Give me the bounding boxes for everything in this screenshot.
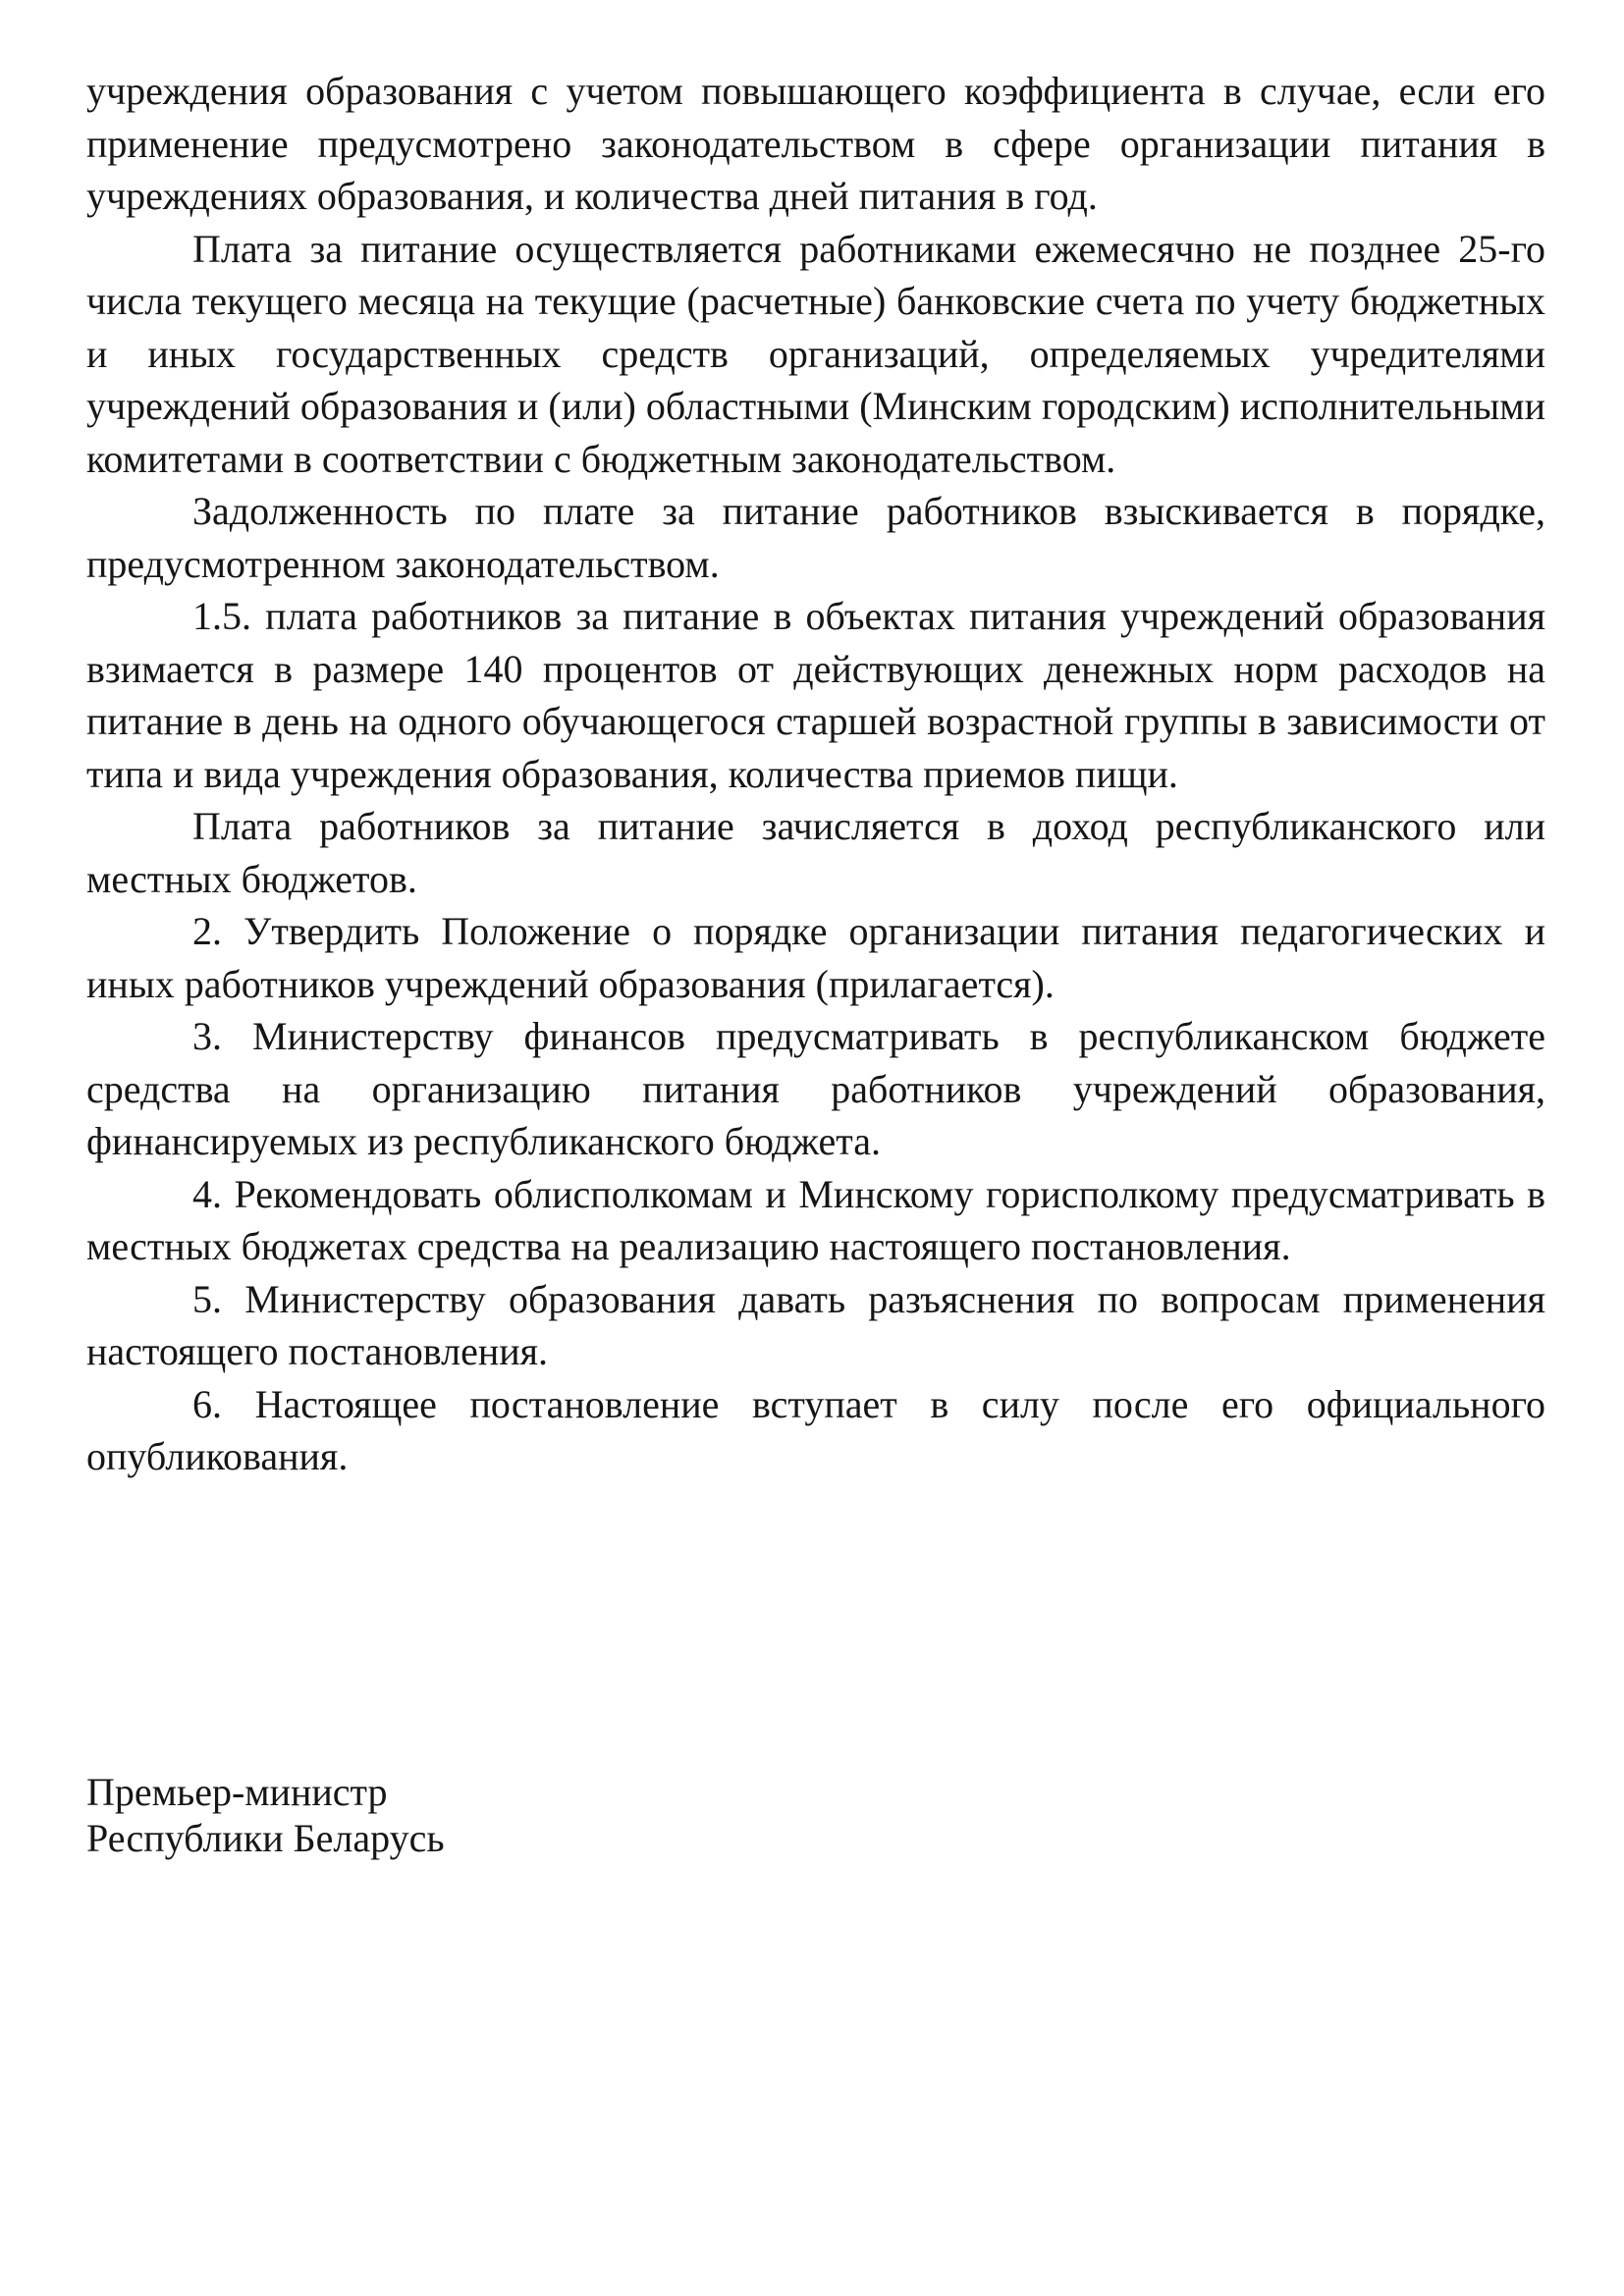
signature-title: Премьер-министр [86,1770,388,1814]
document-body [86,65,1545,1483]
paragraph-item-6: 6. Настоящее постановление вступает в силу после его официального опубликования. [86,1381,1545,1478]
paragraph-item-2: 2. Утвердить Положение о порядке организации питания педагогических и иных работников учреждений образования (прилагается). [86,909,1545,1006]
paragraph-item-4: 4. Рекомендовать облисполкомам и Минскому горисполкому предусматривать в местных бюджетах средства на реализацию настоящего постановления. [86,1171,1545,1268]
paragraph-continuation: учреждения образования с учетом повышающего коэффициента в случае, если его применение предусмотрено законодательством в сфере организации питания в учреждениях образования, и количества дней питания в год. [86,69,1545,218]
paragraph-budget-credit: Плата работников за питание зачисляется в доход республиканского или местных бюджетов. [86,804,1545,901]
paragraph-item-5: 5. Министерству образования давать разъяснения по вопросам применения настоящего постановления. [86,1276,1545,1373]
paragraph-debt: Задолженность по плате за питание работников взыскивается в порядке, предусмотренном законодательством. [86,489,1545,586]
paragraph-item-3: 3. Министерству финансов предусматривать в республиканском бюджете средства на организацию питания работников учреждений образования, финансируемых из республиканского бюджета. [86,1014,1545,1163]
signature-country: Республики Беларусь [86,1816,445,1860]
signature-block [86,1769,445,1861]
paragraph-item-1-5: 1.5. плата работников за питание в объектах питания учреждений образования взимается в размере 140 процентов от действующих денежных норм расходов на питание в день на одного обучающегося старшей возрастной группы в зависимости от типа и вида учреждения образования, количества приемов пищи. [86,594,1545,796]
paragraph-payment-terms: Плата за питание осуществляется работниками ежемесячно не позднее 25-го числа текущего месяца на текущие (расчетные) банковские счета по учету бюджетных и иных государственных средств организаций, определяемых учредителями учреждений образования и (или) областными (Минским городским) исполнительными комитетами в соответствии с бюджетным законодательством. [86,226,1545,481]
